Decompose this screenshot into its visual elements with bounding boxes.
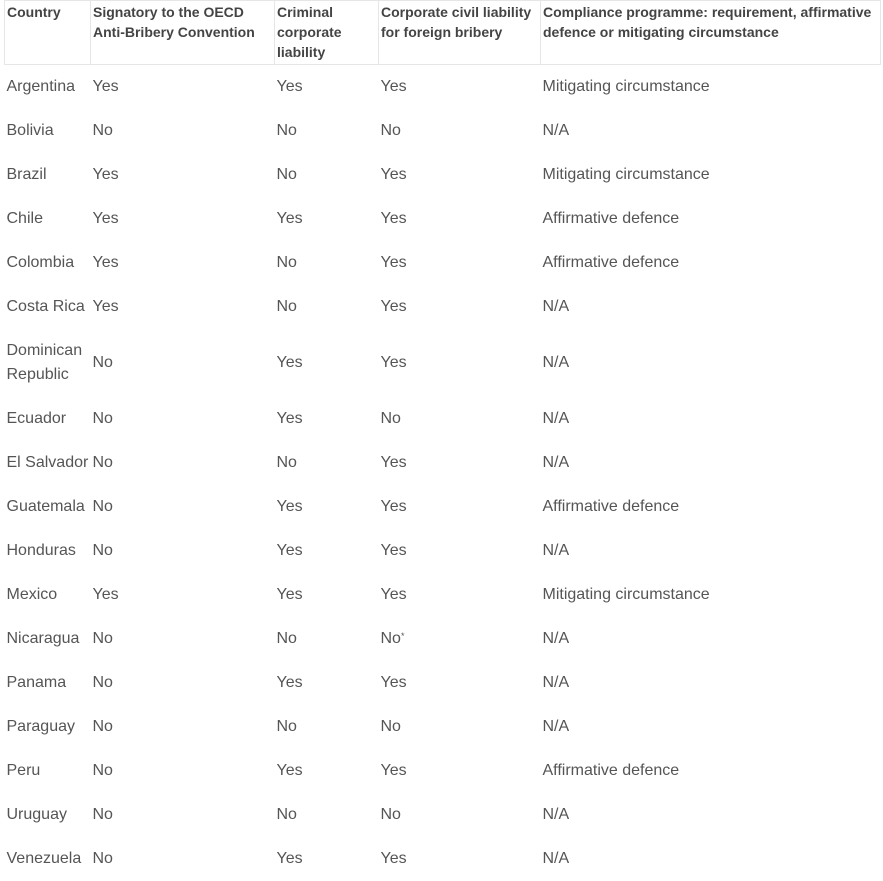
oecd-cell [91, 153, 275, 197]
civil-cell [379, 837, 541, 881]
oecd-cell-text: Yes [92, 165, 119, 183]
oecd-cell-text: Yes [92, 77, 119, 95]
civil-cell [379, 573, 541, 617]
compliance-cell-text: Mitigating circumstance [542, 165, 710, 183]
oecd-cell-text: No [92, 353, 113, 371]
civil-cell [379, 749, 541, 793]
country-cell-text: Uruguay [6, 805, 67, 823]
criminal-cell [275, 329, 379, 397]
oecd-cell-text: Yes [92, 253, 119, 271]
criminal-cell [275, 485, 379, 529]
compliance-cell [541, 749, 881, 793]
oecd-cell [91, 705, 275, 749]
table-row [5, 109, 881, 153]
oecd-cell [91, 441, 275, 485]
criminal-cell-text: No [276, 453, 297, 471]
criminal-cell [275, 109, 379, 153]
table-row [5, 285, 881, 329]
criminal-cell-text: Yes [276, 77, 303, 95]
country-cell [5, 529, 91, 573]
compliance-cell-text: Affirmative defence [542, 253, 680, 271]
civil-cell-text: Yes [380, 497, 407, 515]
oecd-cell [91, 837, 275, 881]
criminal-cell [275, 529, 379, 573]
country-cell [5, 617, 91, 661]
criminal-cell [275, 397, 379, 441]
country-cell [5, 573, 91, 617]
oecd-cell [91, 397, 275, 441]
civil-cell [379, 661, 541, 705]
compliance-cell [541, 705, 881, 749]
oecd-cell-text: No [92, 409, 113, 427]
criminal-cell-text: Yes [276, 409, 303, 427]
compliance-cell [541, 329, 881, 397]
compliance-cell-text: N/A [542, 541, 570, 559]
compliance-cell-text: N/A [542, 297, 570, 315]
compliance-cell-text: Affirmative defence [542, 761, 680, 779]
civil-cell-text: No [380, 805, 401, 823]
oecd-cell-text: No [92, 453, 113, 471]
oecd-cell [91, 241, 275, 285]
oecd-cell-text: No [92, 497, 113, 515]
civil-cell-text: Yes [380, 77, 407, 95]
country-cell [5, 749, 91, 793]
country-cell-text: El Salvador [6, 453, 89, 471]
country-cell [5, 109, 91, 153]
criminal-cell-text: Yes [276, 353, 303, 371]
civil-cell-text: Yes [380, 297, 407, 315]
criminal-cell [275, 285, 379, 329]
header-criminal-liability: Criminal corporate liability [275, 1, 379, 65]
country-cell-text: Paraguay [6, 717, 75, 735]
oecd-cell [91, 485, 275, 529]
country-cell-text: Ecuador [6, 409, 67, 427]
criminal-cell-text: No [276, 253, 297, 271]
civil-cell [379, 441, 541, 485]
country-cell [5, 397, 91, 441]
criminal-cell [275, 749, 379, 793]
country-cell [5, 197, 91, 241]
compliance-cell [541, 65, 881, 109]
table-row [5, 837, 881, 881]
criminal-cell [275, 705, 379, 749]
oecd-cell [91, 285, 275, 329]
table-row [5, 197, 881, 241]
country-cell-text: Nicaragua [6, 629, 80, 647]
criminal-cell [275, 661, 379, 705]
civil-cell-text: Yes [380, 585, 407, 603]
table-row [5, 705, 881, 749]
criminal-cell-text: Yes [276, 849, 303, 867]
country-cell [5, 485, 91, 529]
criminal-cell [275, 793, 379, 837]
civil-cell [379, 65, 541, 109]
oecd-cell [91, 749, 275, 793]
civil-cell-text: Yes [380, 165, 407, 183]
criminal-cell [275, 197, 379, 241]
compliance-cell-text: N/A [542, 673, 570, 691]
criminal-cell-text: Yes [276, 673, 303, 691]
oecd-cell [91, 617, 275, 661]
compliance-cell-text: N/A [542, 629, 570, 647]
criminal-cell-text: Yes [276, 497, 303, 515]
oecd-cell-text: No [92, 717, 113, 735]
oecd-cell-text: No [92, 849, 113, 867]
country-cell-text: Guatemala [6, 497, 85, 515]
country-cell-text: Costa Rica [6, 297, 85, 315]
compliance-cell-text: N/A [542, 453, 570, 471]
compliance-cell [541, 793, 881, 837]
country-cell [5, 285, 91, 329]
country-cell [5, 241, 91, 285]
table-header [5, 1, 881, 65]
criminal-cell [275, 573, 379, 617]
country-cell [5, 329, 91, 397]
compliance-cell-text: Affirmative defence [542, 497, 680, 515]
criminal-cell-text: No [276, 717, 297, 735]
table-row [5, 441, 881, 485]
oecd-cell-text: Yes [92, 209, 119, 227]
compliance-cell-text: N/A [542, 121, 570, 139]
compliance-cell [541, 573, 881, 617]
criminal-cell [275, 837, 379, 881]
criminal-cell [275, 153, 379, 197]
compliance-cell [541, 285, 881, 329]
civil-cell [379, 109, 541, 153]
table-row [5, 573, 881, 617]
country-cell [5, 837, 91, 881]
compliance-cell-text: N/A [542, 409, 570, 427]
civil-cell [379, 241, 541, 285]
country-cell-text: Brazil [6, 165, 47, 183]
oecd-cell [91, 65, 275, 109]
table-row [5, 529, 881, 573]
compliance-cell [541, 153, 881, 197]
civil-cell [379, 329, 541, 397]
oecd-cell-text: Yes [92, 297, 119, 315]
civil-cell [379, 285, 541, 329]
country-cell-text: Peru [6, 761, 41, 779]
oecd-cell [91, 793, 275, 837]
criminal-cell [275, 65, 379, 109]
header-civil-liability: Corporate civil liability for foreign bribery [379, 1, 541, 65]
civil-cell-text: Yes [380, 253, 407, 271]
oecd-cell-text: No [92, 761, 113, 779]
criminal-cell-text: No [276, 121, 297, 139]
civil-cell [379, 529, 541, 573]
compliance-cell-text: Mitigating circumstance [542, 585, 710, 603]
civil-cell [379, 197, 541, 241]
civil-cell [379, 485, 541, 529]
civil-cell [379, 705, 541, 749]
country-cell-text: Chile [6, 209, 43, 227]
country-cell [5, 65, 91, 109]
table-row [5, 397, 881, 441]
country-cell-text: Colombia [6, 253, 75, 271]
civil-cell-text: Yes [380, 541, 407, 559]
civil-cell-text: Yes [380, 761, 407, 779]
criminal-cell-text: Yes [276, 585, 303, 603]
header-row [5, 1, 881, 65]
compliance-cell-text: N/A [542, 849, 570, 867]
header-oecd-signatory: Signatory to the OECD Anti-Bribery Convention [91, 1, 275, 65]
country-cell [5, 705, 91, 749]
table-row [5, 153, 881, 197]
compliance-cell-text: N/A [542, 353, 570, 371]
country-cell-text: Honduras [6, 541, 76, 559]
table-row [5, 485, 881, 529]
oecd-cell [91, 573, 275, 617]
criminal-cell-text: Yes [276, 541, 303, 559]
oecd-cell [91, 329, 275, 397]
civil-cell-text: Yes [380, 673, 407, 691]
country-cell [5, 793, 91, 837]
criminal-cell-text: Yes [276, 761, 303, 779]
criminal-cell [275, 441, 379, 485]
civil-cell-text: Yes [380, 209, 407, 227]
country-cell [5, 153, 91, 197]
country-cell-text: Argentina [6, 77, 75, 95]
compliance-cell [541, 241, 881, 285]
civil-cell [379, 793, 541, 837]
compliance-cell-text: Mitigating circumstance [542, 77, 710, 95]
compliance-cell-text: N/A [542, 717, 570, 735]
table-row [5, 617, 881, 661]
oecd-cell-text: No [92, 673, 113, 691]
compliance-cell [541, 197, 881, 241]
civil-cell [379, 397, 541, 441]
civil-cell [379, 617, 541, 661]
oecd-cell [91, 661, 275, 705]
compliance-cell-text: Affirmative defence [542, 209, 680, 227]
compliance-cell [541, 109, 881, 153]
footnote-marker: * [400, 630, 405, 641]
compliance-cell [541, 441, 881, 485]
country-cell-text: Venezuela [6, 849, 82, 867]
civil-cell-text: Yes [380, 353, 407, 371]
anti-bribery-comparison-table [4, 0, 881, 881]
table-row [5, 749, 881, 793]
oecd-cell-text: Yes [92, 585, 119, 603]
civil-cell-text: No [380, 409, 401, 427]
criminal-cell [275, 617, 379, 661]
compliance-cell-text: N/A [542, 805, 570, 823]
table-body [5, 65, 881, 881]
criminal-cell-text: No [276, 165, 297, 183]
table-row [5, 793, 881, 837]
compliance-cell [541, 529, 881, 573]
criminal-cell-text: No [276, 629, 297, 647]
country-cell [5, 661, 91, 705]
country-cell-text: Panama [6, 673, 67, 691]
criminal-cell-text: No [276, 297, 297, 315]
oecd-cell-text: No [92, 541, 113, 559]
country-cell-text: Dominican Republic [6, 341, 83, 383]
criminal-cell-text: Yes [276, 209, 303, 227]
compliance-cell [541, 485, 881, 529]
table-row [5, 661, 881, 705]
criminal-cell [275, 241, 379, 285]
header-country: Country [5, 1, 91, 65]
country-cell-text: Mexico [6, 585, 58, 603]
table-row [5, 329, 881, 397]
country-cell [5, 441, 91, 485]
compliance-cell [541, 837, 881, 881]
compliance-cell [541, 661, 881, 705]
table-row [5, 65, 881, 109]
compliance-cell [541, 617, 881, 661]
header-compliance-programme: Compliance programme: requirement, affirmative defence or mitigating circumstance [541, 1, 881, 65]
oecd-cell-text: No [92, 121, 113, 139]
civil-cell [379, 153, 541, 197]
oecd-cell [91, 109, 275, 153]
country-cell-text: Bolivia [6, 121, 54, 139]
oecd-cell [91, 197, 275, 241]
civil-cell-text: Yes [380, 849, 407, 867]
criminal-cell-text: No [276, 805, 297, 823]
civil-cell-text: No [380, 717, 401, 735]
table-row [5, 241, 881, 285]
oecd-cell-text: No [92, 805, 113, 823]
civil-cell-text: No [380, 629, 401, 647]
civil-cell-text: Yes [380, 453, 407, 471]
compliance-cell [541, 397, 881, 441]
civil-cell-text: No [380, 121, 401, 139]
oecd-cell-text: No [92, 629, 113, 647]
oecd-cell [91, 529, 275, 573]
